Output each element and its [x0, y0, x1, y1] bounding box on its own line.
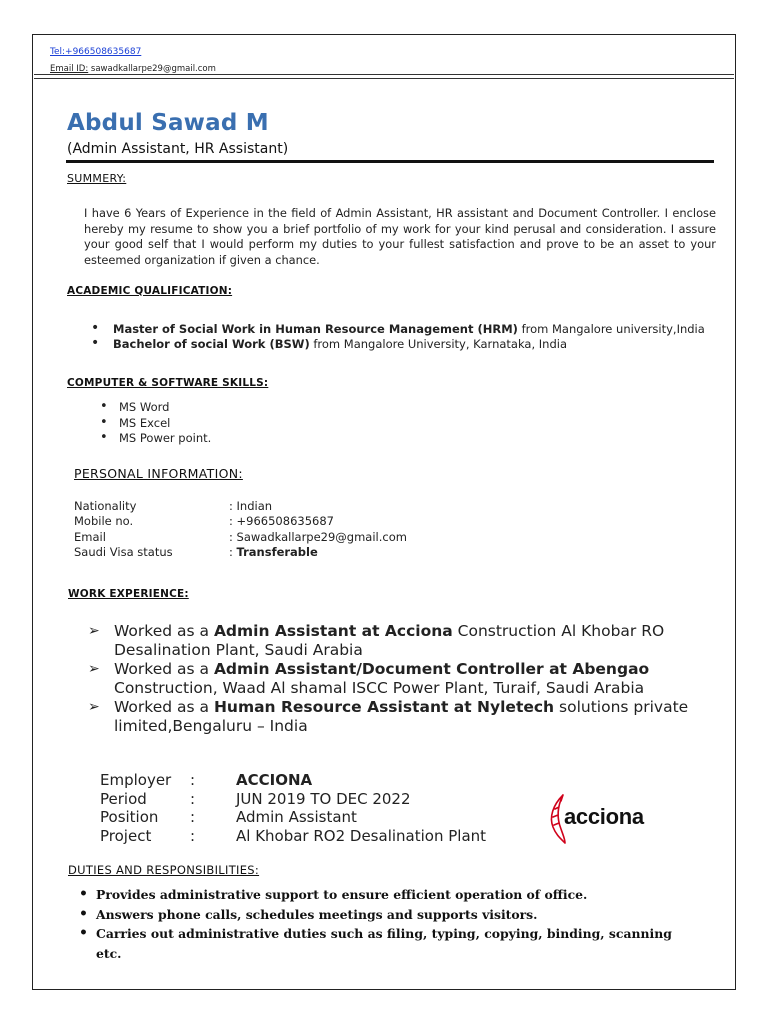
work-heading: WORK EXPERIENCE:: [68, 588, 189, 600]
skill-item: • MS Excel: [95, 416, 211, 432]
duties-list: [74, 885, 676, 963]
page-border: [32, 34, 736, 990]
work-list: [88, 622, 714, 736]
personal-heading: PERSONAL INFORMATION:: [74, 466, 243, 481]
duty-item: • Carries out administrative duties such as filing, typing, copying, binding, scanning etc.: [74, 924, 676, 963]
academic-item: • Master of Social Work in Human Resource Management (HRM) from Mangalore university,India: [85, 322, 723, 337]
email-value: sawadkallarpe29@gmail.com: [90, 64, 216, 74]
academic-list: [85, 322, 723, 351]
email-header: [50, 64, 216, 74]
header-divider-2: [34, 78, 734, 79]
academic-heading: ACADEMIC QUALIFICATION:: [67, 285, 233, 297]
work-item: ➢ Worked as a Admin Assistant/Document Controller at Abengao Construction, Waad Al shamal ISCC Power Plant, Turaif, Saudi Arabia: [88, 660, 714, 698]
skills-heading: COMPUTER & SOFTWARE SKILLS:: [67, 377, 269, 389]
tel-link[interactable]: Tel:+966508635687: [50, 47, 142, 57]
skills-list: [95, 400, 211, 447]
visa-status-value: Transferable: [236, 545, 318, 559]
duty-item: • Answers phone calls, schedules meetings and supports visitors.: [74, 905, 676, 925]
candidate-role: (Admin Assistant, HR Assistant): [67, 141, 289, 157]
email-label: Email ID:: [50, 64, 89, 74]
duty-item: • Provides administrative support to ensure efficient operation of office.: [74, 885, 676, 905]
acciona-logo: [547, 793, 667, 845]
academic-item: • Bachelor of social Work (BSW) from Mangalore University, Karnataka, India: [85, 337, 723, 352]
skill-item: • MS Word: [95, 400, 211, 416]
logo-text: acciona: [564, 804, 644, 829]
work-item: ➢ Worked as a Admin Assistant at Acciona Construction Al Khobar RO Desalination Plant, Saudi Arabia: [88, 622, 714, 660]
header-divider: [34, 74, 734, 75]
duties-heading: DUTIES AND RESPONSIBILITIES:: [68, 863, 260, 877]
name-divider: [66, 160, 714, 163]
candidate-name: Abdul Sawad M: [67, 110, 269, 136]
summary-text: I have 6 Years of Experience in the field of Admin Assistant, HR assistant and Document Controller. I enclose hereby my resume to show you a brief portfolio of my work for your kind perusal and consideration. I assure your good self that I would perform my duties to your fullest satisfaction and prove to be an asset to your esteemed organization if given a chance.: [84, 206, 716, 267]
summary-heading: SUMMERY:: [67, 172, 127, 185]
work-item: ➢ Worked as a Human Resource Assistant at Nyletech solutions private limited,Bengaluru – India: [88, 698, 714, 736]
skill-item: • MS Power point.: [95, 431, 211, 447]
